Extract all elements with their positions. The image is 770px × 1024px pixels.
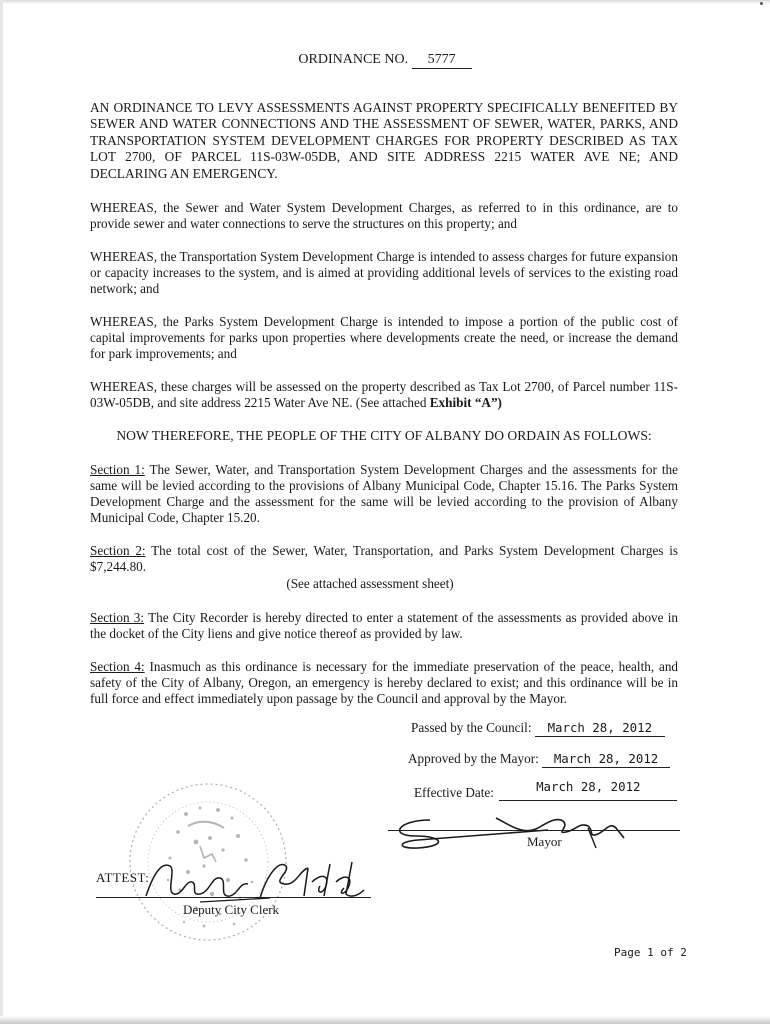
whereas-parks: WHEREAS, the Parks System Development Charge is intended to impose a portion of the public cost of capital improvements for parks upon properties where developments create the need, or increase the demand for park improvements; and <box>90 314 678 361</box>
ordinance-title <box>0 52 770 69</box>
mayor-label: Mayor <box>527 834 562 849</box>
section-4 <box>90 659 678 707</box>
whereas-transportation: WHEREAS, the Transportation System Development Charge is intended to assess charges for future expansion or capacity increases to the system, and is aimed at providing additional levels of services to the existing road network; and <box>90 249 678 296</box>
section-1-label: Section 1: <box>90 462 145 477</box>
exhibit-a-reference: Exhibit “A”) <box>429 395 502 410</box>
section-2 <box>90 543 678 575</box>
section-1 <box>90 462 678 526</box>
scan-edge-bottom <box>0 1016 770 1024</box>
scan-edge-left <box>0 0 3 1024</box>
mayor-signature <box>388 808 688 858</box>
whereas-assessment-text: WHEREAS, these charges will be assessed on the property described as Tax Lot 2700, of Parcel number 11S-03W-05DB, and site address 2215 Water Ave NE. (See attached <box>90 379 678 410</box>
effective-date-row <box>414 779 677 807</box>
section-3-text: The City Recorder is hereby directed to enter a statement of the assessments as provided above in the docket of the City liens and give notice thereof as provided by law. <box>90 610 678 641</box>
section-2-text: The total cost of the Sewer, Water, Transportation, and Parks System Development Charges is $7,244.80. <box>90 543 678 574</box>
attest-label: ATTEST: <box>96 870 150 885</box>
passed-by-council-label: Passed by the Council: <box>411 720 532 735</box>
whereas-sewer-water: WHEREAS, the Sewer and Water System Development Charges, as referred to in this ordinance, are to provide sewer and water connections to serve the structures on this property; and <box>90 200 678 231</box>
ordinance-heading: AN ORDINANCE TO LEVY ASSESSMENTS AGAINST PROPERTY SPECIFICALLY BENEFITED BY SEWER AND WATER CONNECTIONS AND THE ASSESSMENT OF SEWER, WATER, PARKS, AND TRANSPORTATION SYSTEM DEVELOPMENT CHARGES FOR PROPERTY DESCRIBED AS TAX LOT 2700, OF PARCEL 11S-03W-05DB, AND SITE ADDRESS 2215 WATER AVE NE; AND DECLARING AN EMERGENCY. <box>90 100 678 181</box>
approved-by-mayor-label: Approved by the Mayor: <box>408 751 539 766</box>
section-1-text: The Sewer, Water, and Transportation System Development Charges and the assessments for the same will be levied according to the provisions of Albany Municipal Code, Chapter 15.16. The Parks System Development Charge and the assessment for the same will be levied according to the provision of Albany Municipal Code, Chapter 15.20. <box>90 462 678 525</box>
scan-speck <box>760 2 763 5</box>
effective-date-label: Effective Date: <box>414 785 494 800</box>
deputy-city-clerk-label: Deputy City Clerk <box>183 902 280 917</box>
ordinance-label: ORDINANCE NO. <box>298 52 409 67</box>
section-4-label: Section 4: <box>90 659 145 674</box>
passed-by-council-row <box>411 720 665 737</box>
effective-date-value: March 28, 2012 <box>499 779 677 801</box>
clerk-signature-line <box>96 897 371 898</box>
scan-edge-top <box>0 0 770 4</box>
whereas-assessment <box>90 379 678 411</box>
assessment-sheet-note: (See attached assessment sheet) <box>286 576 454 591</box>
page-number: Page 1 of 2 <box>614 946 687 959</box>
section-2-label: Section 2: <box>90 543 146 558</box>
section-4-text: Inasmuch as this ordinance is necessary for the immediate preservation of the peace, health, and safety of the City of Albany, Oregon, an emergency is hereby declared to exist; and this ordinance will be in full force and effect immediately upon passage by the Council and approval by the Mayor. <box>90 659 679 706</box>
approved-by-mayor-row <box>408 751 670 768</box>
section-3 <box>90 610 678 642</box>
section-3-label: Section 3: <box>90 610 145 625</box>
mayor-signature-line <box>388 830 680 831</box>
ordinance-number: 5777 <box>412 52 472 69</box>
passed-by-council-date: March 28, 2012 <box>535 720 665 737</box>
now-therefore-clause: NOW THEREFORE, THE PEOPLE OF THE CITY OF ALBANY DO ORDAIN AS FOLLOWS: <box>116 428 652 443</box>
approved-by-mayor-date: March 28, 2012 <box>542 751 670 768</box>
